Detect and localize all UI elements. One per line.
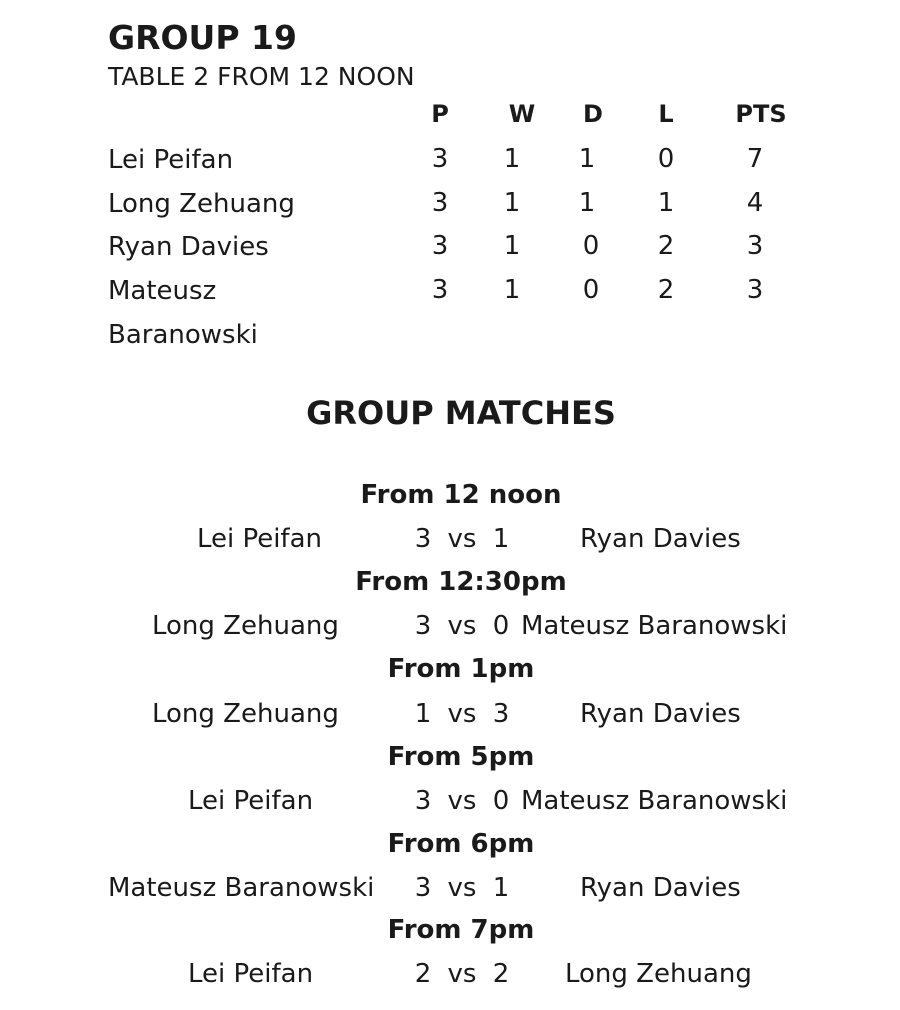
won-value: 1	[503, 275, 521, 305]
points-value: 7	[746, 144, 764, 174]
drawn-value: 1	[578, 144, 596, 174]
won-value: 1	[503, 188, 521, 218]
home-player: Long Zehuang	[152, 611, 339, 641]
played-value: 3	[431, 188, 449, 218]
points-value: 3	[746, 231, 764, 261]
home-player: Lei Peifan	[196, 524, 322, 554]
home-score: 3	[414, 611, 432, 641]
drawn-value: 0	[582, 231, 600, 261]
vs-label: vs	[447, 699, 477, 729]
header-drawn: D	[583, 100, 603, 128]
player-name: Mateusz Baranowski	[108, 276, 258, 350]
header-points: PTS	[735, 100, 787, 128]
away-player: Mateusz Baranowski	[521, 786, 788, 816]
player-name: Lei Peifan	[108, 145, 234, 175]
vs-label: vs	[447, 873, 477, 903]
lost-value: 1	[657, 188, 675, 218]
vs-label: vs	[447, 786, 477, 816]
drawn-value: 0	[582, 275, 600, 305]
group-title: GROUP 19	[108, 18, 297, 57]
match-time: From 12 noon	[360, 480, 562, 510]
player-name: Ryan Davies	[108, 232, 269, 262]
away-score: 2	[492, 959, 510, 989]
away-player: Ryan Davies	[580, 873, 741, 903]
home-score: 2	[414, 959, 432, 989]
home-player: Lei Peifan	[188, 959, 314, 989]
points-value: 4	[746, 188, 764, 218]
home-score: 3	[414, 786, 432, 816]
header-played: P	[431, 100, 449, 128]
header-won: W	[508, 100, 536, 128]
away-score: 1	[492, 524, 510, 554]
match-time: From 7pm	[387, 915, 535, 945]
away-score: 0	[492, 611, 510, 641]
match-time: From 1pm	[387, 654, 535, 684]
group-subtitle: TABLE 2 FROM 12 NOON	[108, 62, 415, 91]
lost-value: 2	[657, 231, 675, 261]
home-score: 1	[414, 699, 432, 729]
points-value: 3	[746, 275, 764, 305]
home-score: 3	[414, 873, 432, 903]
match-time: From 12:30pm	[355, 567, 567, 597]
lost-value: 0	[657, 144, 675, 174]
played-value: 3	[431, 275, 449, 305]
vs-label: vs	[447, 611, 477, 641]
group-matches-title: GROUP MATCHES	[306, 394, 616, 432]
away-score: 1	[492, 873, 510, 903]
away-player: Ryan Davies	[580, 699, 741, 729]
home-player: Long Zehuang	[152, 699, 339, 729]
match-time: From 5pm	[387, 742, 535, 772]
match-time: From 6pm	[387, 829, 535, 859]
drawn-value: 1	[578, 188, 596, 218]
won-value: 1	[503, 231, 521, 261]
away-player: Long Zehuang	[565, 959, 752, 989]
header-lost: L	[658, 100, 674, 128]
played-value: 3	[431, 231, 449, 261]
lost-value: 2	[657, 275, 675, 305]
away-score: 0	[492, 786, 510, 816]
won-value: 1	[503, 144, 521, 174]
away-score: 3	[492, 699, 510, 729]
away-player: Ryan Davies	[580, 524, 741, 554]
home-score: 3	[414, 524, 432, 554]
vs-label: vs	[447, 959, 477, 989]
home-player: Lei Peifan	[188, 786, 314, 816]
away-player: Mateusz Baranowski	[521, 611, 788, 641]
played-value: 3	[431, 144, 449, 174]
vs-label: vs	[447, 524, 477, 554]
player-name: Long Zehuang	[108, 189, 295, 219]
home-player: Mateusz Baranowski	[108, 873, 375, 903]
